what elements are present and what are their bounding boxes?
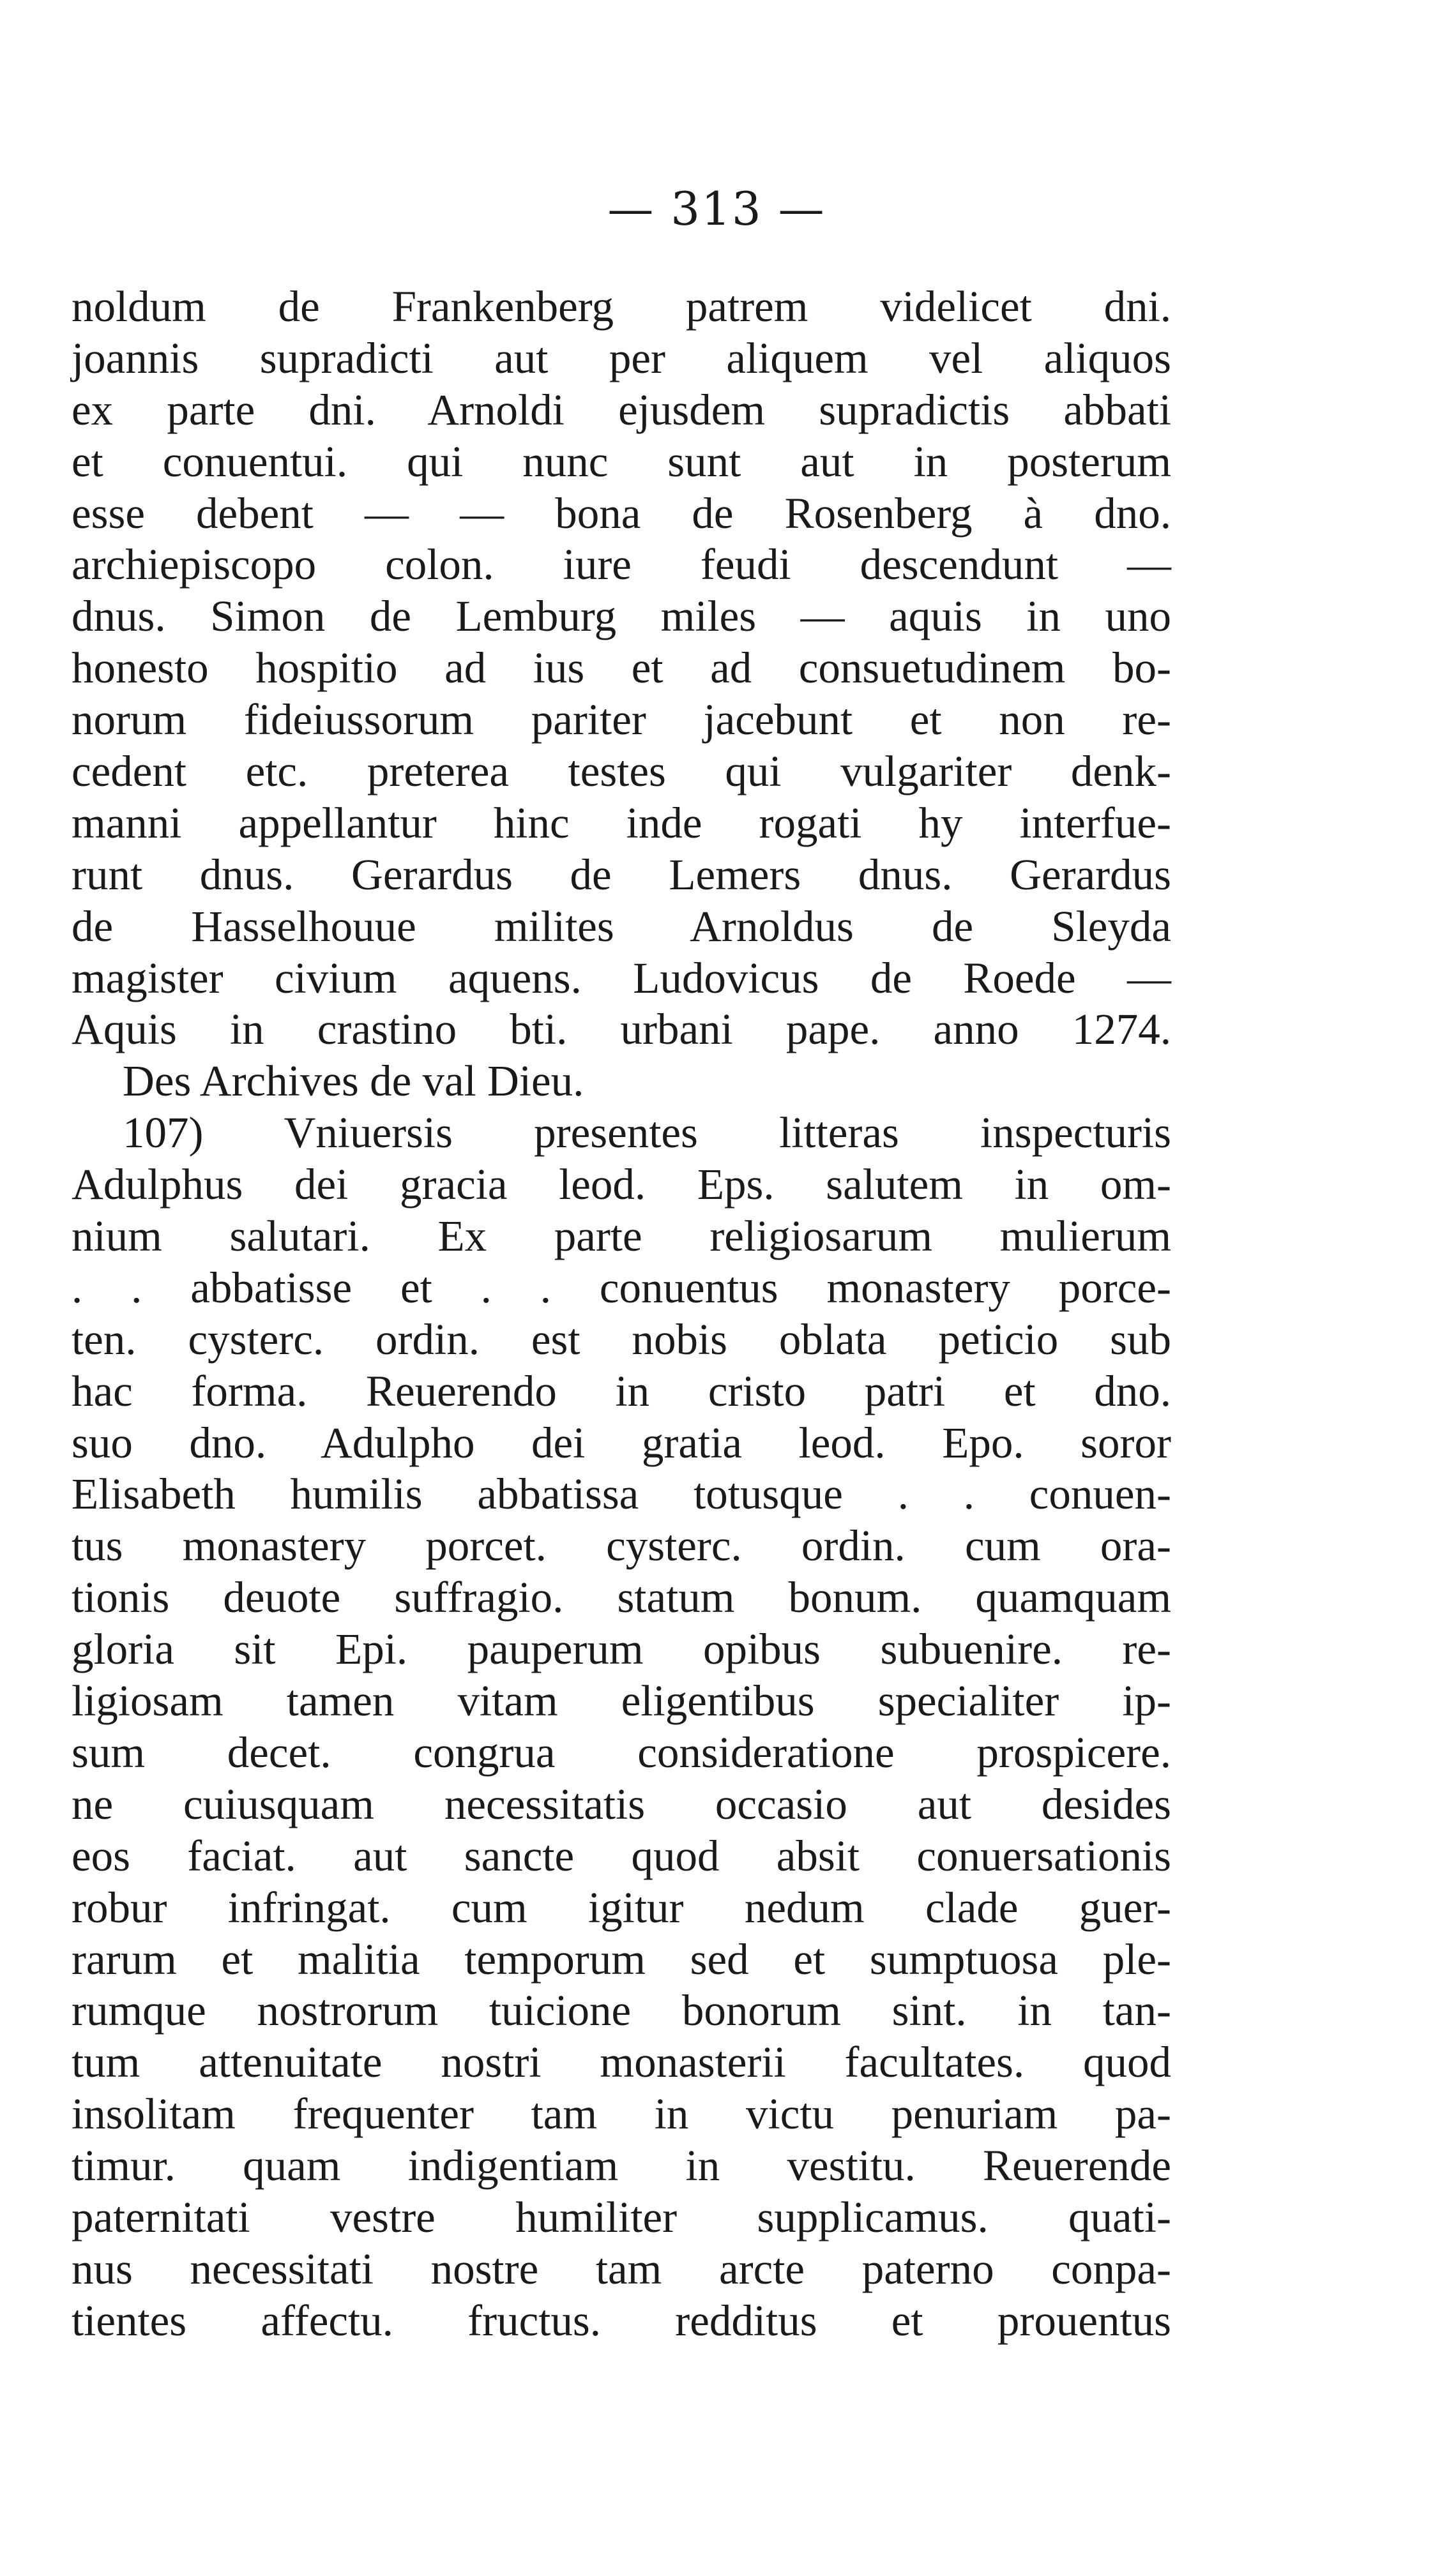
text-line: magister civium aquens. Ludovicus de Roede — xyxy=(72,953,1171,1002)
text-line: manni appellantur hinc inde rogati hy interfue- xyxy=(72,798,1171,847)
text-line: eos faciat. aut sancte quod absit conuersationis xyxy=(72,1831,1171,1880)
text-line: noldum de Frankenberg patrem videlicet dni. xyxy=(72,282,1171,331)
text-line: joannis supradicti aut per aliquem vel aliquos xyxy=(72,333,1171,382)
text-line: dnus. Simon de Lemburg miles — aquis in uno xyxy=(72,592,1171,641)
text-line: suo dno. Adulpho dei gratia leod. Epo. soror xyxy=(72,1418,1171,1467)
text-line: robur infringat. cum igitur nedum clade guer- xyxy=(72,1883,1171,1932)
text-line: ten. cysterc. ordin. est nobis oblata peticio sub xyxy=(72,1314,1171,1364)
text-line: tionis deuote suffragio. statum bonum. quamquam xyxy=(72,1573,1171,1622)
text-line: tus monastery porcet. cysterc. ordin. cum ora- xyxy=(72,1521,1171,1570)
text-line: rumque nostrorum tuicione bonorum sint. in tan- xyxy=(72,1986,1171,2035)
text-line: insolitam frequenter tam in victu penuriam pa- xyxy=(72,2090,1171,2139)
text-line: runt dnus. Gerardus de Lemers dnus. Gerardus xyxy=(72,850,1171,899)
text-line: gloria sit Epi. pauperum opibus subuenire. re- xyxy=(72,1625,1171,1674)
text-line: Elisabeth humilis abbatissa totusque . . conuen- xyxy=(72,1470,1171,1519)
text-line: ligiosam tamen vitam eligentibus specialiter ip- xyxy=(72,1676,1171,1726)
text-line: ne cuiusquam necessitatis occasio aut desides xyxy=(72,1779,1171,1828)
body-text xyxy=(72,281,1171,2347)
text-line: timur. quam indigentiam in vestitu. Reuerende xyxy=(72,2141,1171,2190)
text-line: Adulphus dei gracia leod. Eps. salutem in om- xyxy=(72,1160,1171,1209)
text-line: archiepiscopo colon. iure feudi descendunt — xyxy=(72,540,1171,589)
text-line: cedent etc. preterea testes qui vulgariter denk- xyxy=(72,747,1171,796)
text-line: esse debent — — bona de Rosenberg à dno. xyxy=(72,488,1171,538)
text-line: de Hasselhouue milites Arnoldus de Sleyda xyxy=(72,901,1171,951)
page-number: — 313 — xyxy=(607,182,826,236)
text-line: ex parte dni. Arnoldi ejusdem supradictis abbati xyxy=(72,385,1171,434)
charter-heading-line: 107) Vniuersis presentes litteras inspecturis xyxy=(123,1108,1171,1157)
archive-source-line: Des Archives de val Dieu. xyxy=(123,1057,584,1106)
text-line: sum decet. congrua consideratione prospicere. xyxy=(72,1728,1171,1777)
text-line: rarum et malitia temporum sed et sumptuosa ple- xyxy=(72,1934,1171,1984)
text-line: tum attenuitate nostri monasterii facultates. quod xyxy=(72,2038,1171,2087)
text-line: . . abbatisse et . . conuentus monastery porce- xyxy=(72,1263,1171,1312)
text-line: tientes affectu. fructus. redditus et prouentus xyxy=(72,2296,1171,2345)
text-line: nium salutari. Ex parte religiosarum mulierum xyxy=(72,1212,1171,1261)
text-line: honesto hospitio ad ius et ad consuetudinem bo- xyxy=(72,644,1171,693)
text-line: nus necessitati nostre tam arcte paterno conpa- xyxy=(72,2244,1171,2293)
text-line: paternitati vestre humiliter supplicamus. quati- xyxy=(72,2192,1171,2241)
text-line: norum fideiussorum pariter jacebunt et non re- xyxy=(72,695,1171,744)
text-line: Aquis in crastino bti. urbani pape. anno 1274. xyxy=(72,1005,1171,1054)
text-line: et conuentui. qui nunc sunt aut in posterum xyxy=(72,437,1171,486)
text-line: hac forma. Reuerendo in cristo patri et dno. xyxy=(72,1366,1171,1415)
